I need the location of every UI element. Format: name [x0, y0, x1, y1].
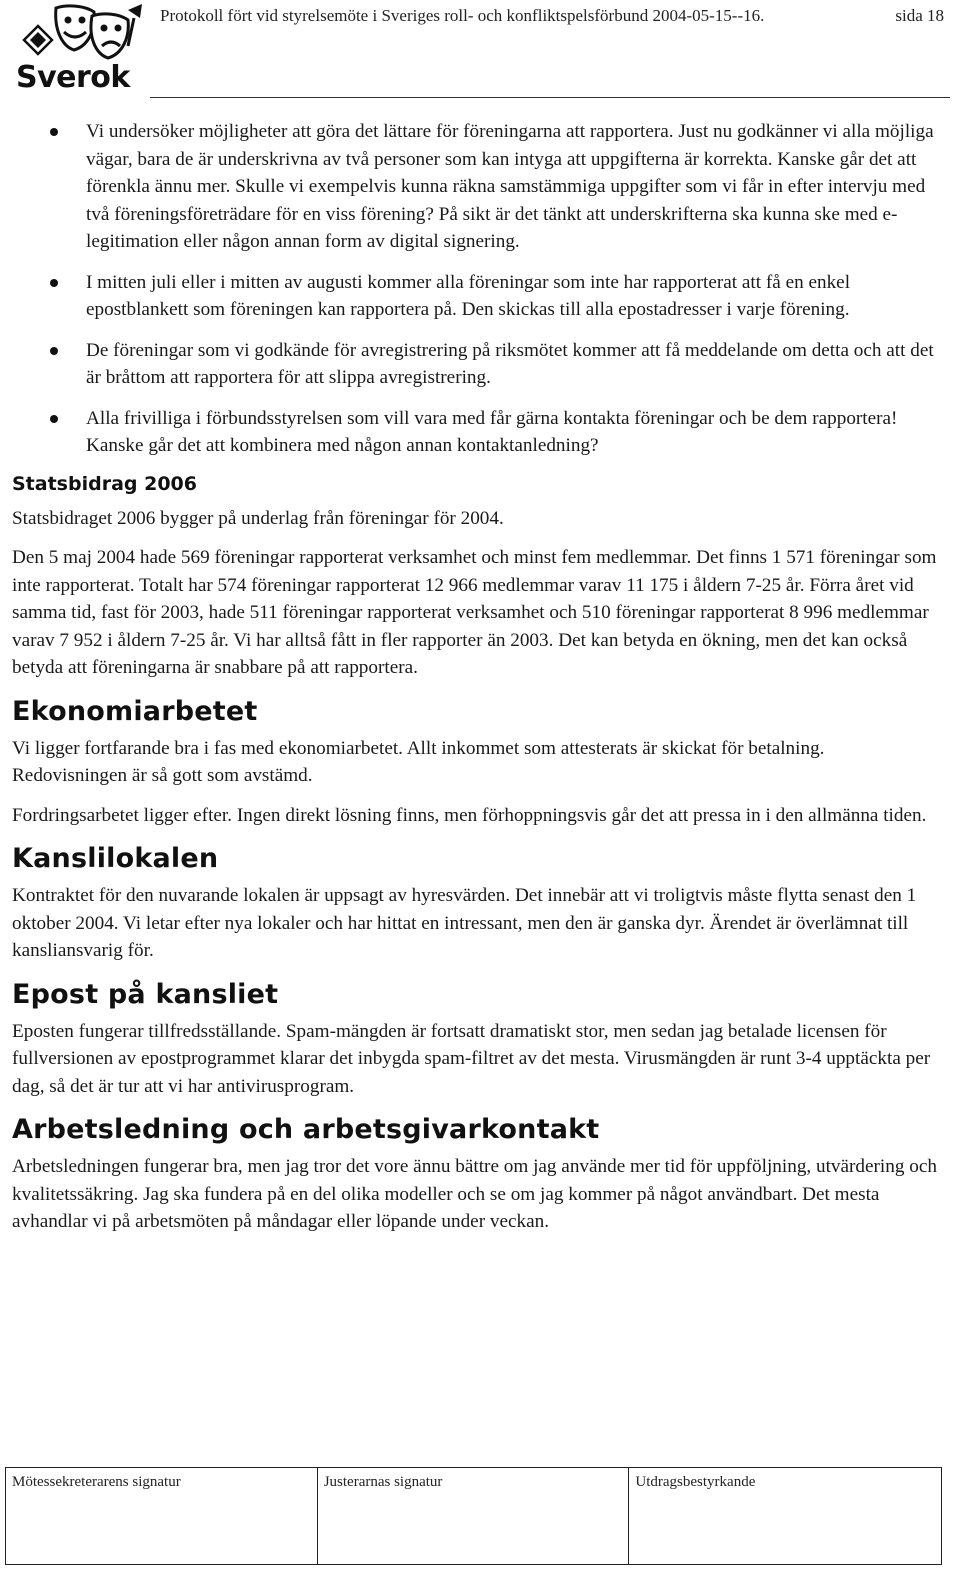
heading-statsbidrag: Statsbidrag 2006 [12, 472, 197, 495]
signature-label: Mötessekreterarens signatur [12, 1474, 181, 1490]
header-divider [150, 97, 950, 98]
document-body [12, 118, 942, 1248]
bullet-icon [50, 279, 58, 287]
heading-arbetsledning: Arbetsledning och arbetsgivarkontakt [12, 1114, 600, 1145]
logo-wordmark: Sverok [16, 60, 130, 95]
list-item [12, 118, 942, 256]
heading-kanslilokalen: Kanslilokalen [12, 843, 219, 874]
paragraph: Vi ligger fortfarande bra i fas med ekonomiarbetet. Allt inkommet som attesterats är skickat för betalning. Redovisningen är så gott som avstämd. [12, 737, 825, 786]
list-item [12, 405, 942, 460]
list-item [12, 269, 942, 324]
paragraph: Statsbidraget 2006 bygger på underlag från föreningar för 2004. [12, 507, 504, 529]
signature-label: Utdragsbestyrkande [635, 1474, 756, 1490]
page-number: sida 18 [895, 6, 944, 25]
paragraph: Kontraktet för den nuvarande lokalen är uppsagt av hyresvärden. Det innebär att vi troligtvis måste flytta senast den 1 oktober 2004. Vi letar efter nya lokaler och har hittat en intressant, men den är ganska dyr. Ärendet är överlämnat till kansliansvarig för. [12, 885, 917, 961]
header-title: Protokoll fört vid styrelsemöte i Sveriges roll- och konfliktspelsförbund 2004-05-15--16. [160, 6, 765, 25]
bullet-icon [50, 347, 58, 355]
paragraph: Eposten fungerar tillfredsställande. Spam-mängden är fortsatt dramatiskt stor, men sedan jag betalade licensen för fullversionen av epostprogrammet klarar det inbygda spam-filtret av det mesta. Virusmängden är runt 3-4 upptäckta per dag, så det är tur att vi har antivirusprogram. [12, 1020, 931, 1097]
signature-table [5, 1467, 942, 1565]
table-row [6, 1468, 942, 1565]
list-item-text: De föreningar som vi godkände för avregistrering på riksmötet kommer att få meddelande om detta och att det är bråttom att rapportera för att slippa avregistrering. [86, 339, 934, 388]
theater-masks-icon [16, 2, 150, 64]
list-item-text: I mitten juli eller i mitten av augusti kommer alla föreningar som inte har rapporterat att få en enkel epostblankett som föreningen kan rapportera på. Den skickas till alla epostadresser i varje förening. [86, 271, 851, 320]
signature-cell-certification [629, 1468, 942, 1565]
signature-label: Justerarnas signatur [323, 1474, 443, 1490]
signature-cell-secretary [6, 1468, 318, 1565]
paragraph: Fordringsarbetet ligger efter. Ingen direkt lösning finns, men förhoppningsvis går det att pressa in i den allmänna tiden. [12, 804, 927, 826]
list-item-text: Alla frivilliga i förbundsstyrelsen som vill vara med får gärna kontakta föreningar och be dem rapportera! Kanske går det att kombinera med någon annan kontaktanledning? [86, 407, 898, 456]
bullet-icon [50, 415, 58, 423]
list-item-text: Vi undersöker möjligheter att göra det lättare för föreningarna att rapportera. Just nu godkänner vi alla möjliga vägar, bara de är underskrivna av två personer som kan intyga att uppgifterna är korrekta. Kanske går det att förenkla ännu mer. Skulle vi exempelvis kunna räkna samstämmiga uppgifter som vi får in efter intervju med två föreningsföreträdare för en viss förening? På sikt är det tänkt att underskrifterna ska kunna ske med e-legitimation eller någon annan form av digital signering. [86, 121, 934, 252]
paragraph: Den 5 maj 2004 hade 569 föreningar rapporterat verksamhet och minst fem medlemmar. Det finns 1 571 föreningar som inte rapporterat. Totalt har 574 föreningar rapporterat 12 966 medlemmar varav 11 175 i åldern 7-25 år. Förra året vid samma tid, fast för 2003, hade 511 föreningar rapporterat verksamhet och 510 föreningar rapporterat 8 996 medlemmar varav 7 952 i åldern 7-25 år. Vi har alltså fått in fler rapporter än 2003. Det kan betyda en ökning, men det kan också betyda att föreningarna är snabbare på att rapportera. [12, 547, 937, 678]
signature-cell-adjusters [317, 1468, 629, 1565]
paragraph: Arbetsledningen fungerar bra, men jag tror det vore ännu bättre om jag använde mer tid för uppföljning, utvärdering och kvalitetssäkring. Jag ska fundera på en del olika modeller och se om jag kommer på något användbart. Det mesta avhandlar vi på arbetsmöten på måndagar eller löpande under veckan. [12, 1156, 937, 1232]
list-item [12, 337, 942, 392]
heading-epost: Epost på kansliet [12, 978, 279, 1010]
sverok-logo [16, 2, 150, 94]
page-header [10, 0, 950, 100]
bullet-list [12, 118, 942, 460]
heading-ekonomiarbetet: Ekonomiarbetet [12, 695, 258, 727]
bullet-icon [50, 128, 58, 136]
